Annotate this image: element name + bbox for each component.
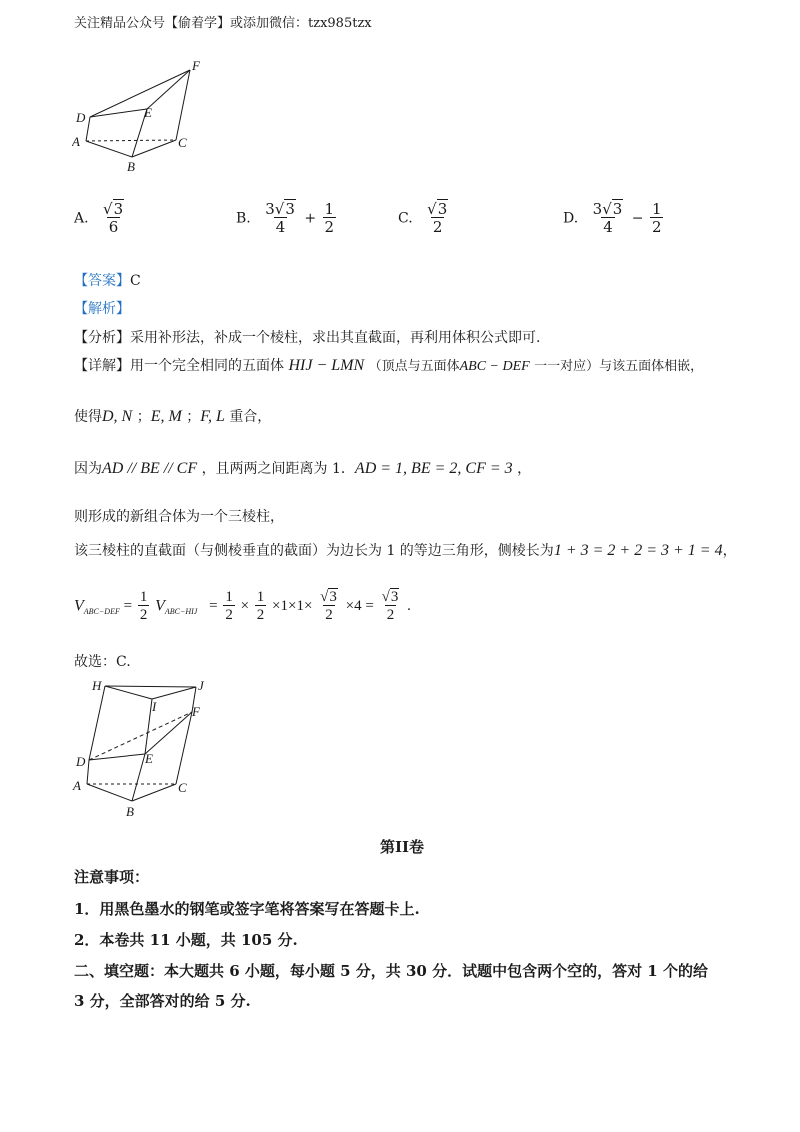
answer-value: C: [130, 273, 141, 289]
edge-IE: [145, 699, 152, 754]
prism-line: 则形成的新组合体为一个三棱柱，: [74, 509, 284, 525]
answer-label: 【答案】: [74, 273, 130, 289]
edge-BC: [132, 140, 176, 157]
label-B: B: [127, 159, 135, 174]
section-title: 第II卷: [380, 838, 425, 856]
fenxi-line: 【分析】采用补形法，补成一个棱柱，求出其直截面，再利用体积公式即可.: [74, 330, 541, 346]
edge-IJ: [152, 687, 196, 699]
detail-line: 【详解】用一个完全相同的五面体 HIJ − LMN （顶点与五面体ABC − DEF 一一对应）与该五面体相嵌，: [74, 357, 704, 374]
edge-DE: [89, 754, 145, 760]
prism-figure: [72, 674, 222, 822]
option-a: A. $\frac{√3}{6}$: [74, 200, 124, 236]
label-C: C: [178, 780, 187, 795]
label-F: F: [192, 704, 200, 719]
label-J: J: [198, 678, 204, 693]
edge-AC-hidden: [86, 140, 176, 141]
section-line: 该三棱柱的直截面（与侧棱垂直的截面）为边长为 1 的等边三角形，侧棱长为1 + 3 = 2 + 2 = 3 + 1 = 4，: [74, 542, 737, 559]
answer-line: [74, 270, 141, 290]
label-D: D: [76, 754, 86, 769]
edge-HJ: [105, 686, 196, 687]
page-header: 关注精品公众号【偷着学】或添加微信：tzx985tzx: [74, 16, 372, 31]
fill-instructions-2: 3 分，全部答对的给 5 分.: [74, 992, 251, 1010]
label-D: D: [76, 110, 86, 125]
label-F: F: [192, 60, 200, 73]
note-1: 1．用黑色墨水的钢笔或签字笔将答案写在答题卡上.: [74, 900, 420, 918]
label-C: C: [178, 135, 187, 150]
edge-DA: [87, 760, 89, 784]
label-A: A: [73, 778, 81, 793]
edge-DA: [86, 117, 90, 141]
label-B: B: [126, 804, 134, 819]
option-c: C. $\frac{√3}{2}$: [398, 200, 448, 236]
choice-line: 故选：C.: [74, 654, 131, 670]
edge-EB: [132, 754, 145, 801]
edge-AB: [87, 784, 132, 801]
edge-FC: [176, 712, 192, 784]
label-A: A: [72, 134, 80, 149]
parallel-line: 因为AD // BE // CF ，且两两之间距离为 1．AD = 1, BE = 2, CF = 3 ，: [74, 460, 532, 477]
label-H: H: [92, 678, 102, 693]
edge-DF-hidden: [89, 712, 192, 760]
option-b: B. $\frac{3√3}{4}$ + $\frac{1}{2}$: [236, 200, 335, 236]
label-I: I: [152, 699, 157, 714]
option-d: D. $\frac{3√3}{4}$ − $\frac{1}{2}$: [563, 200, 662, 236]
edge-EF: [145, 712, 192, 754]
fill-instructions-1: 二、填空题：本大题共 6 小题，每小题 5 分，共 30 分．试题中包含两个空的，答对 1 个的给: [74, 962, 708, 980]
edge-AB: [86, 141, 132, 157]
analysis-label: 【解析】: [74, 301, 130, 317]
label-E: E: [145, 751, 153, 766]
edge-BC: [132, 784, 176, 801]
pentahedron-figure: [72, 60, 212, 178]
label-E: E: [144, 105, 152, 120]
coincide-line: 使得D, N ；E, M ；F, L 重合，: [74, 408, 272, 425]
note-2: 2．本卷共 11 小题，共 105 分.: [74, 931, 298, 949]
edge-HD: [89, 686, 105, 760]
notes-title: 注意事项：: [74, 868, 150, 886]
volume-formula: $V_{ABC-DEF}$ = $\frac{1}{2}$ $V_{ABC-HIJ}$ = $\frac{1}{2}$ × $\frac{1}{2}$ ×1×1× $\frac{√3}{2}$ ×4 = $\frac{√3}{2}$ .: [74, 589, 411, 623]
edge-HI: [105, 686, 152, 699]
